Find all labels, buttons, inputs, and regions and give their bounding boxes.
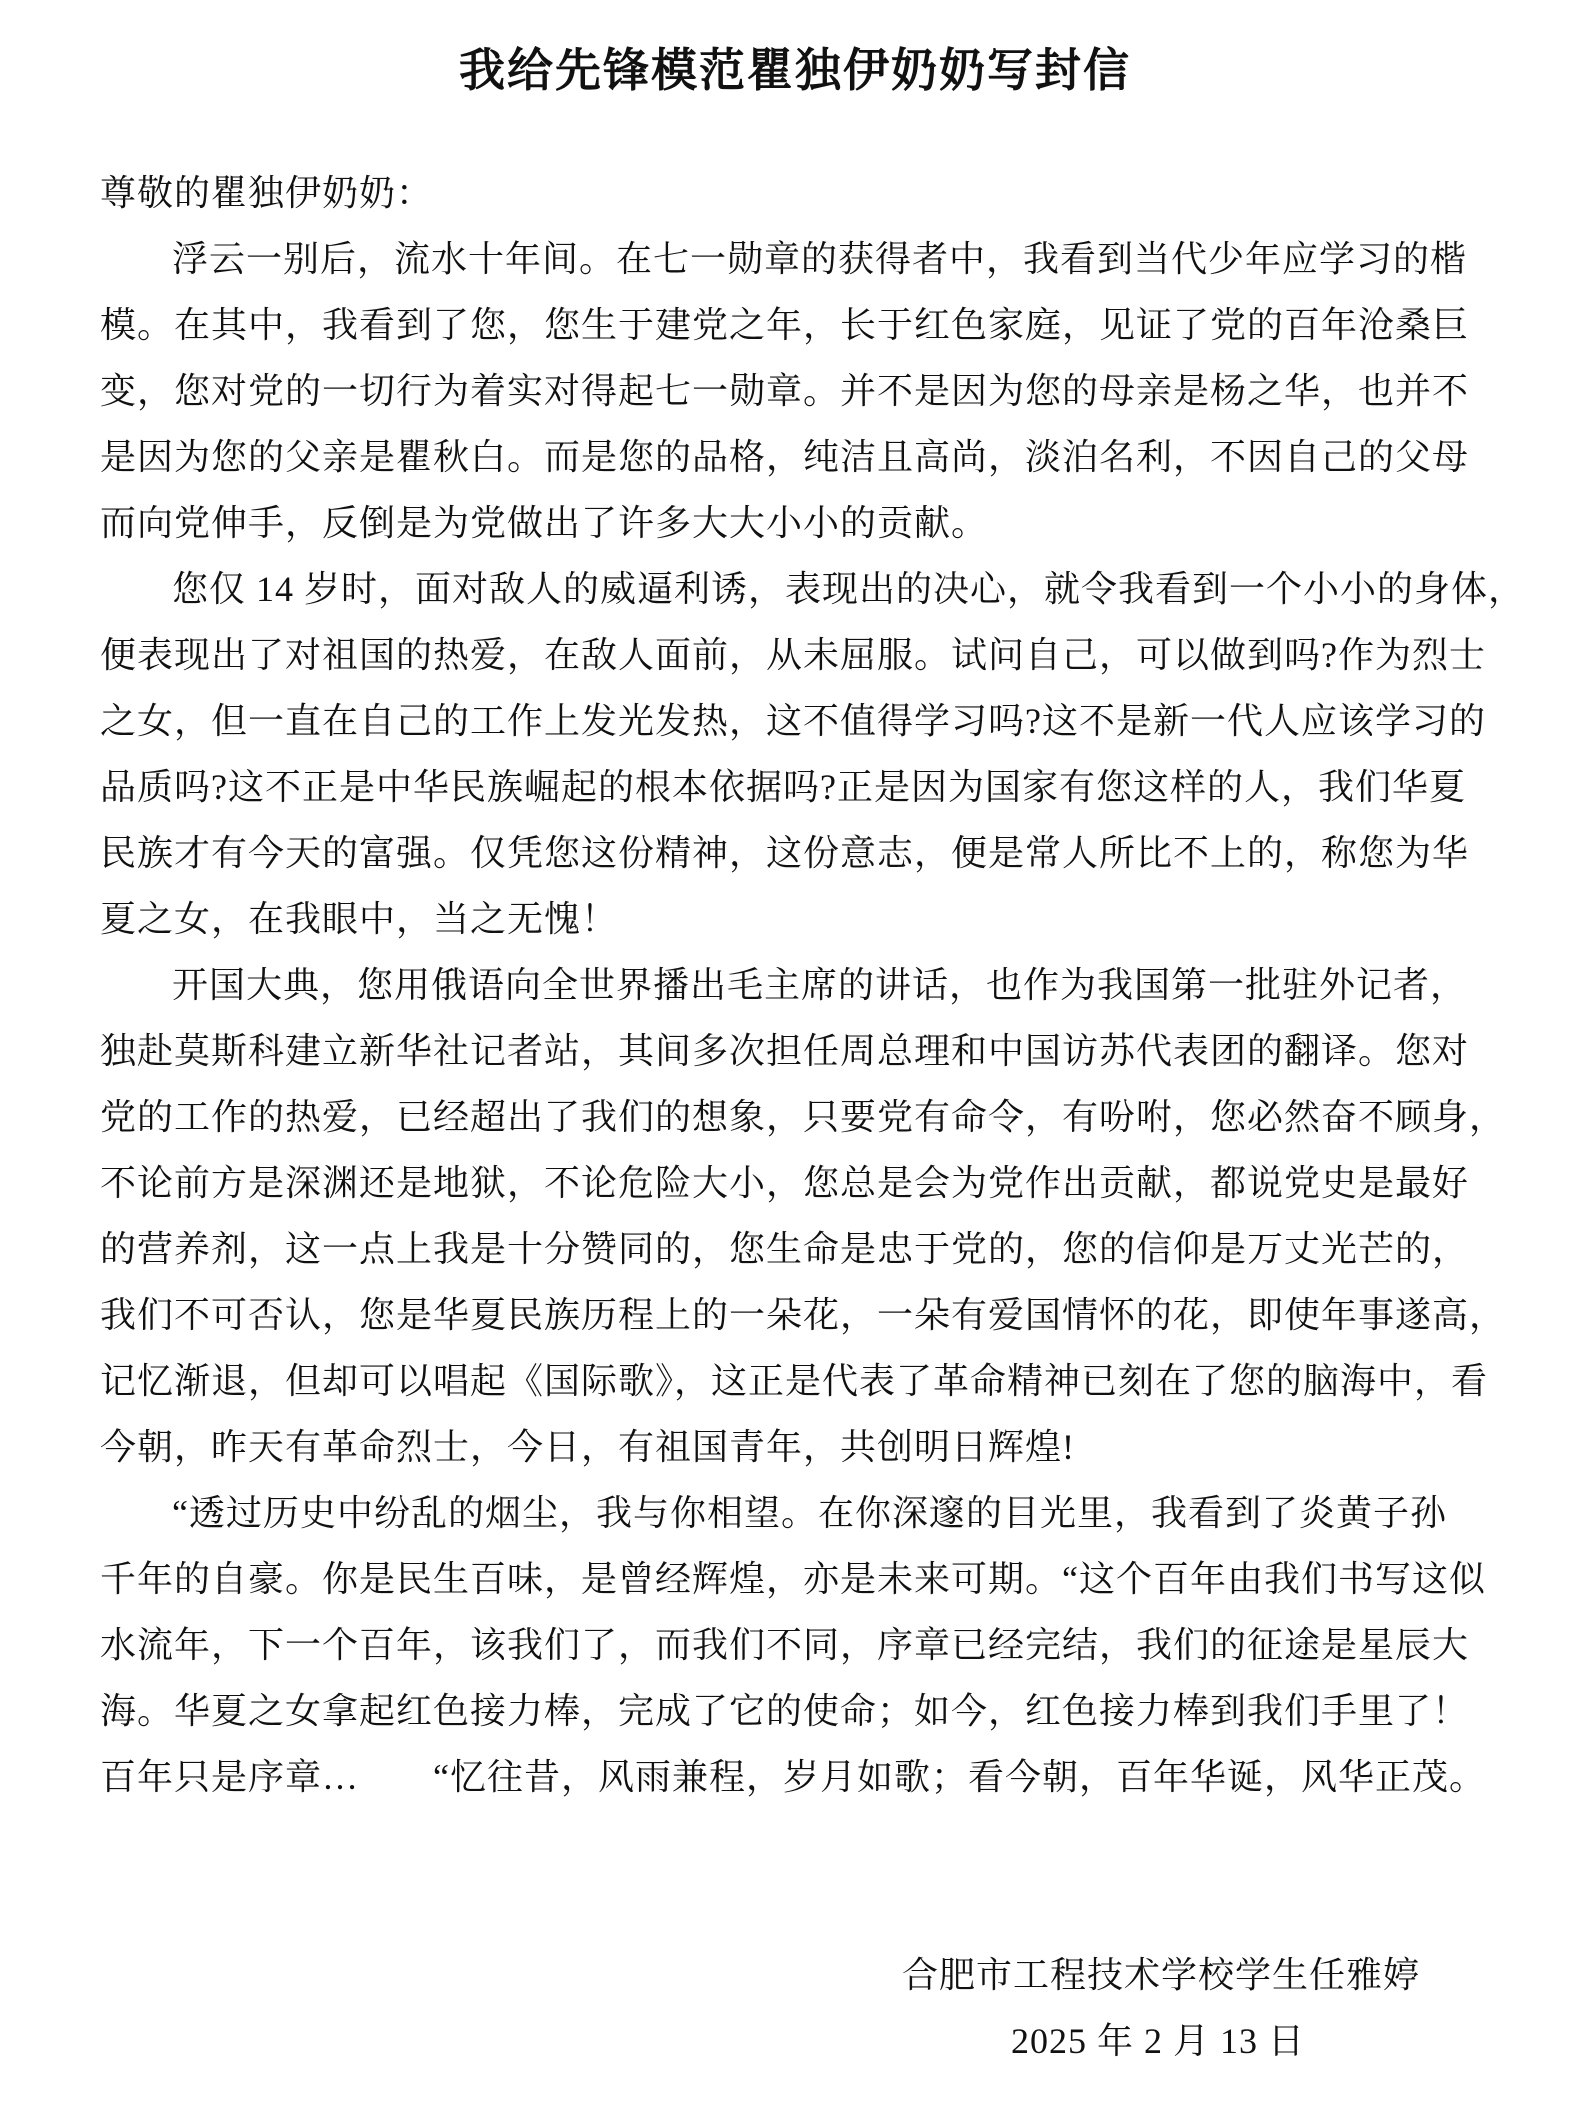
paragraph-line: 便表现出了对祖国的热爱，在敌人面前，从未屈服。试问自己，可以做到吗?作为烈士 (100, 635, 1486, 675)
paragraph-line: 水流年，下一个百年，该我们了，而我们不同，序章已经完结，我们的征途是星辰大 (100, 1625, 1470, 1665)
paragraph-line: 您仅 14 岁时，面对敌人的威逼利诱，表现出的决心，就令我看到一个小小的身体， (172, 569, 1526, 609)
paragraph-line: 民族才有今天的富强。仅凭您这份精神，这份意志，便是常人所比不上的，称您为华 (100, 833, 1470, 873)
paragraph-line: 不论前方是深渊还是地狱，不论危险大小，您总是会为党作出贡献，都说党史是最好 (100, 1163, 1470, 1203)
paragraph-line: 党的工作的热爱，已经超出了我们的想象，只要党有命令，有吩咐，您必然奋不顾身， (100, 1097, 1507, 1137)
paragraph-line: “透过历史中纷乱的烟尘，我与你相望。在你深邃的目光里，我看到了炎黄子孙 (172, 1493, 1447, 1533)
paragraph-line: 百年只是序章… “忆往昔，风雨兼程，岁月如歌；看今朝，百年华诞，风华正茂。 (100, 1757, 1486, 1797)
paragraph-line: 独赴莫斯科建立新华社记者站，其间多次担任周总理和中国访苏代表团的翻译。您对 (100, 1031, 1470, 1071)
paragraph-line: 记忆渐退，但却可以唱起《国际歌》，这正是代表了革命精神已刻在了您的脑海中，看 (100, 1361, 1489, 1401)
paragraph-line: 今朝，昨天有革命烈士，今日，有祖国青年，共创明日辉煌! (100, 1427, 1075, 1467)
paragraph (100, 556, 1526, 952)
salutation-line: 尊敬的瞿独伊奶奶： (100, 173, 434, 213)
letter-body (100, 226, 1526, 1810)
paragraph-line: 浮云一别后，流水十年间。在七一勋章的获得者中，我看到当代少年应学习的楷 (172, 239, 1468, 279)
paragraph-line: 夏之女，在我眼中，当之无愧！ (100, 899, 619, 939)
page-title: 我给先锋模范瞿独伊奶奶写封信 (459, 45, 1131, 96)
paragraph (100, 952, 1507, 1480)
paragraph-line: 的营养剂，这一点上我是十分赞同的，您生命是忠于党的，您的信仰是万丈光芒的， (100, 1229, 1470, 1269)
paragraph (100, 226, 1490, 556)
paragraph-line: 之女，但一直在自己的工作上发光发热，这不值得学习吗?这不是新一代人应该学习的 (100, 701, 1486, 741)
paragraph-line: 开国大典，您用俄语向全世界播出毛主席的讲话，也作为我国第一批驻外记者， (172, 965, 1468, 1005)
paragraph-line: 品质吗?这不正是中华民族崛起的根本依据吗?正是因为国家有您这样的人，我们华夏 (100, 767, 1466, 807)
date-line: 2025 年 2 月 13 日 (1010, 2021, 1305, 2061)
paragraph-line: 模。在其中，我看到了您，您生于建党之年，长于红色家庭，见证了党的百年沧桑巨 (100, 305, 1470, 345)
paragraph-line: 而向党伸手，反倒是为党做出了许多大大小小的贡献。 (100, 503, 989, 543)
paragraph-line: 变，您对党的一切行为着实对得起七一勋章。并不是因为您的母亲是杨之华，也并不 (100, 371, 1470, 411)
paragraph-line: 是因为您的父亲是瞿秋白。而是您的品格，纯洁且高尚，淡泊名利，不因自己的父母 (100, 437, 1470, 477)
paragraph-line: 我们不可否认，您是华夏民族历程上的一朵花，一朵有爱国情怀的花，即使年事遂高， (100, 1295, 1507, 1335)
paragraph-line: 千年的自豪。你是民生百味，是曾经辉煌，亦是未来可期。“这个百年由我们书写这似 (100, 1559, 1486, 1599)
paragraph (100, 1480, 1490, 1810)
signature-block (100, 1942, 1490, 2074)
paragraph-line: 海。华夏之女拿起红色接力棒，完成了它的使命；如今，红色接力棒到我们手里了！ (100, 1691, 1470, 1731)
signature-line: 合肥市工程技术学校学生任雅婷 (901, 1955, 1420, 1995)
